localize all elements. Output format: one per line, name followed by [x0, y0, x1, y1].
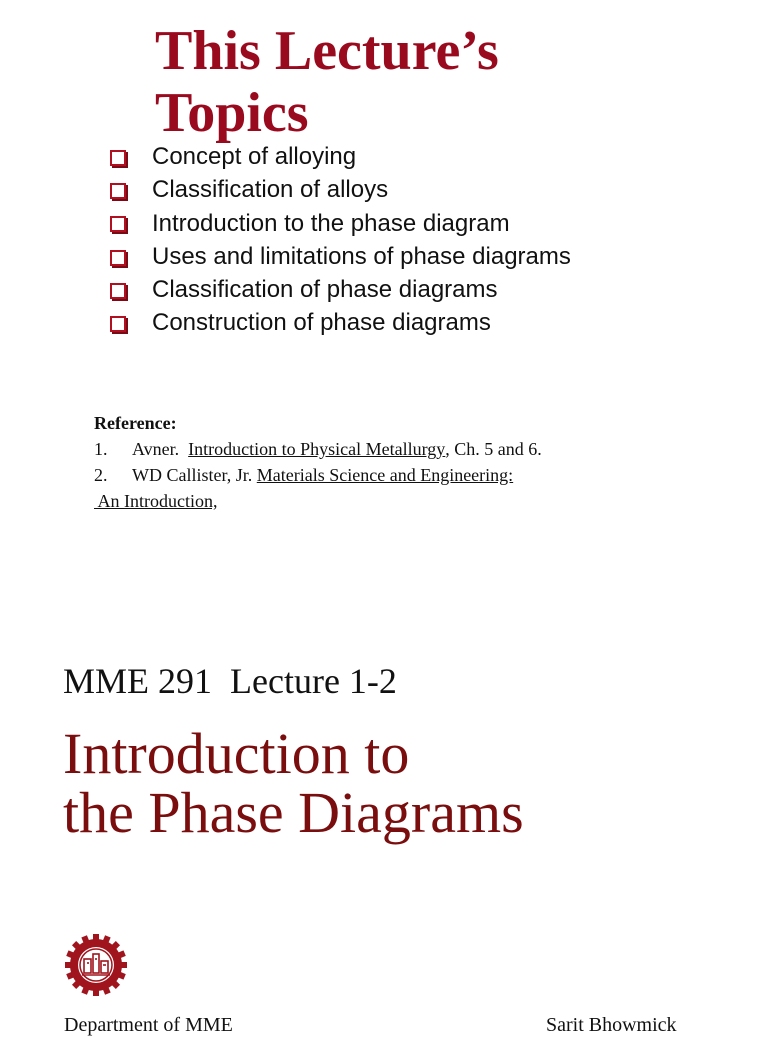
checkbox-square-icon	[110, 250, 126, 266]
slide-title-line-1: This Lecture’s	[155, 20, 499, 82]
reference-item	[94, 462, 542, 488]
reference-detail: , Ch. 5 and 6.	[445, 439, 542, 459]
reference-book-title-continued: An Introduction,	[94, 491, 218, 511]
topic-label: Concept of alloying	[152, 143, 357, 170]
topic-item	[110, 140, 571, 173]
reference-book-title: Materials Science and Engineering:	[256, 465, 514, 485]
footer-department: Department of MME	[64, 1014, 233, 1036]
reference-item	[94, 436, 542, 462]
topic-item	[110, 173, 571, 206]
reference-heading: Reference:	[94, 413, 177, 433]
slide-title	[155, 20, 755, 144]
topic-label: Classification of phase diagrams	[152, 276, 498, 304]
topic-item	[110, 240, 571, 273]
reference-author: Avner.	[132, 439, 189, 459]
checkbox-square-icon	[110, 183, 126, 199]
reference-number: 2.	[94, 465, 108, 485]
checkbox-square-icon	[110, 283, 126, 299]
reference-number: 1.	[94, 439, 108, 459]
checkbox-square-icon	[110, 216, 126, 232]
reference-block	[94, 410, 542, 514]
reference-author: WD Callister, Jr.	[132, 465, 257, 485]
checkbox-square-icon	[110, 150, 126, 166]
topic-label: Introduction to the phase diagram	[152, 209, 510, 237]
topic-item	[110, 273, 571, 306]
topic-label: Construction of phase diagrams	[152, 309, 491, 337]
lecture-heading-line-2: the Phase Diagrams	[63, 780, 524, 845]
topic-item	[110, 306, 571, 339]
topic-item	[110, 207, 571, 240]
footer-author: Sarit Bhowmick	[546, 1014, 677, 1036]
course-code: MME 291 Lecture 1-2	[63, 661, 397, 701]
topic-list	[110, 140, 571, 340]
lecture-heading-line-1: Introduction to	[63, 721, 410, 786]
slide-title-line-2: Topics	[155, 82, 309, 144]
topic-label: Uses and limitations of phase diagrams	[152, 242, 571, 270]
reference-book-title: Introduction to Physical Metallurgy	[188, 439, 446, 459]
topic-label: Classification of alloys	[152, 176, 389, 204]
checkbox-square-icon	[110, 316, 126, 332]
university-emblem-icon	[64, 933, 128, 997]
lecture-heading	[63, 721, 524, 845]
